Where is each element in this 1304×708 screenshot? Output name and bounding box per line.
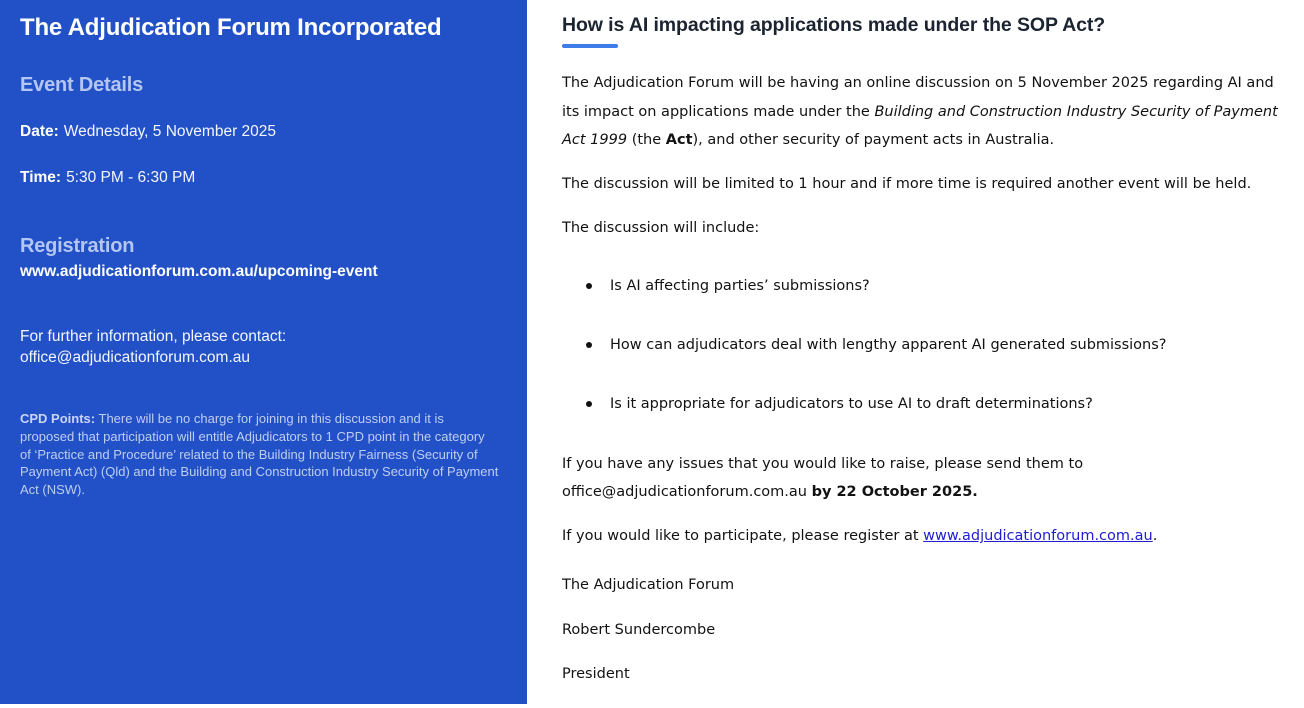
registration-heading: Registration (20, 234, 135, 257)
paragraph-issues (562, 450, 1292, 507)
article-heading: How is AI impacting applications made under the SOP Act? (562, 14, 1106, 36)
event-time (20, 168, 499, 189)
paragraph-include: The discussion will include: (562, 220, 760, 237)
discussion-topics-list (562, 272, 1292, 419)
event-details-heading: Event Details (20, 73, 144, 96)
cpd-label: CPD Points: (20, 411, 96, 427)
act-name-italic: Building and Construction Industry Security of Payment Act 1999 (562, 103, 1278, 148)
contact-line: For further information, please contact: (20, 327, 287, 345)
time-label: Time: (20, 168, 62, 186)
list-item: Is AI affecting parties’ submissions? (562, 272, 1292, 300)
article (527, 0, 1304, 708)
deadline-bold: by 22 October 2025. (811, 483, 978, 500)
signature-name: Robert Sundercombe (562, 621, 716, 638)
intro-mid: (the (627, 131, 666, 148)
list-item: How can adjudicators deal with lengthy apparent AI generated submissions? (562, 331, 1292, 359)
time-value: 5:30 PM - 6:30 PM (66, 168, 196, 186)
intro-end: ), and other security of payment acts in Australia. (692, 131, 1055, 148)
event-sidebar (0, 0, 527, 704)
paragraph-duration: The discussion will be limited to 1 hour and if more time is required another event will be held. (562, 176, 1252, 193)
contact-block (20, 326, 499, 369)
register-text: If you would like to participate, please register at (562, 528, 924, 545)
paragraph-register (562, 522, 1292, 550)
article-body (562, 14, 1292, 688)
contact-email: office@adjudicationforum.com.au (20, 349, 250, 367)
heading-accent-bar (562, 44, 618, 48)
date-value: Wednesday, 5 November 2025 (63, 122, 277, 140)
cpd-text: There will be no charge for joining in this discussion and it is proposed that participation will entitle Adjudicators to 1 CPD point in the category of ‘Practice and Procedure’ related to the Building Industry Fairness (Security of Payment Act) (Qld) and the Building and Construction Industry Security of Payment Act (NSW). (20, 411, 499, 498)
signature-org: The Adjudication Forum (562, 577, 735, 594)
act-short-bold: Act (665, 131, 693, 148)
article-text (562, 69, 1292, 688)
date-label: Date: (20, 122, 59, 140)
paragraph-intro (562, 69, 1292, 154)
issues-text: If you have any issues that you would like to raise, please send them to office@adjudicationforum.com.au (562, 455, 1084, 500)
registration-url: www.adjudicationforum.com.au/upcoming-event (20, 262, 378, 280)
intro-text: The Adjudication Forum will be having an online discussion on 5 November 2025 regarding AI and its impact on applications made under the (562, 75, 1274, 120)
signature-block (562, 571, 1292, 688)
cpd-points-note (20, 410, 499, 498)
list-item: Is it appropriate for adjudicators to use AI to draft determinations? (562, 390, 1292, 418)
register-link[interactable]: www.adjudicationforum.com.au (923, 528, 1153, 545)
org-title: The Adjudication Forum Incorporated (20, 14, 442, 41)
event-date (20, 122, 499, 143)
register-period: . (1152, 528, 1158, 545)
signature-title: President (562, 665, 630, 682)
